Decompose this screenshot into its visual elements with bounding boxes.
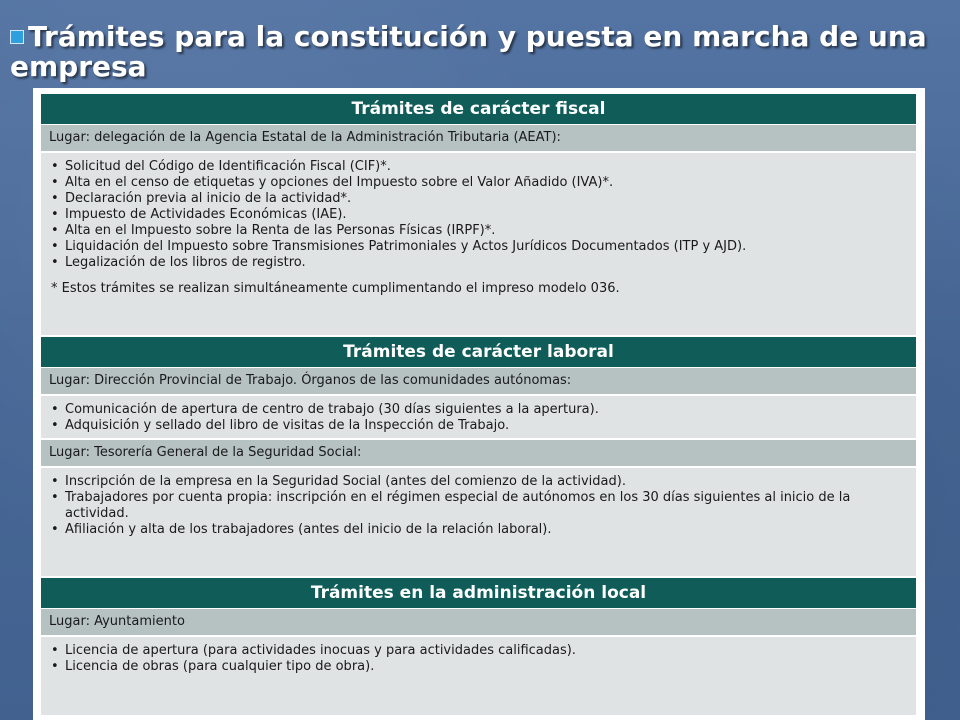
lugar-aeat: Lugar: delegación de la Agencia Estatal de la Administración Tributaria (AEAT): [41, 125, 916, 153]
list-item: • Comunicación de apertura de centro de trabajo (30 días siguientes a la apertura). [51, 402, 906, 418]
social-security-procedures-list [41, 468, 916, 578]
list-item: • Inscripción de la empresa en la Seguridad Social (antes del comienzo de la actividad). [51, 474, 906, 490]
local-procedures-list [41, 637, 916, 717]
square-bullet-icon [10, 30, 24, 44]
procedures-table-inner [41, 94, 916, 717]
lugar-ayuntamiento: Lugar: Ayuntamiento [41, 609, 916, 637]
list-item: • Afiliación y alta de los trabajadores (antes del inicio de la relación laboral). [51, 522, 906, 538]
list-item: • Alta en el Impuesto sobre la Renta de las Personas Físicas (IRPF)*. [51, 223, 906, 239]
section-header-local: Trámites en la administración local [41, 578, 916, 609]
list-item: • Licencia de obras (para cualquier tipo de obra). [51, 659, 906, 675]
list-item: • Trabajadores por cuenta propia: inscripción en el régimen especial de autónomos en los 30 días siguientes al inicio de la actividad. [51, 490, 906, 522]
list-item: • Solicitud del Código de Identificación Fiscal (CIF)*. [51, 159, 906, 175]
lugar-tesoreria: Lugar: Tesorería General de la Seguridad Social: [41, 440, 916, 468]
section-header-laboral: Trámites de carácter laboral [41, 337, 916, 368]
lugar-direccion-provincial: Lugar: Dirección Provincial de Trabajo. Órganos de las comunidades autónomas: [41, 368, 916, 396]
labor-procedures-list [41, 396, 916, 440]
list-item: • Licencia de apertura (para actividades inocuas y para actividades calificadas). [51, 643, 906, 659]
list-item: • Alta en el censo de etiquetas y opciones del Impuesto sobre el Valor Añadido (IVA)*. [51, 175, 906, 191]
fiscal-procedures-list [41, 153, 916, 337]
list-item: • Declaración previa al inicio de la actividad*. [51, 191, 906, 207]
list-item: • Adquisición y sellado del libro de visitas de la Inspección de Trabajo. [51, 418, 906, 434]
fiscal-footnote: * Estos trámites se realizan simultáneamente cumplimentando el impreso modelo 036. [51, 281, 620, 296]
list-item: • Liquidación del Impuesto sobre Transmisiones Patrimoniales y Actos Jurídicos Documentados (ITP y AJD). [51, 239, 906, 255]
procedures-table [33, 88, 925, 720]
list-item: • Impuesto de Actividades Económicas (IAE). [51, 207, 906, 223]
section-header-fiscal: Trámites de carácter fiscal [41, 94, 916, 125]
slide-title [10, 22, 950, 82]
list-item: • Legalización de los libros de registro. [51, 255, 906, 271]
slide-title-text: Trámites para la constitución y puesta en marcha de una empresa [10, 20, 927, 83]
